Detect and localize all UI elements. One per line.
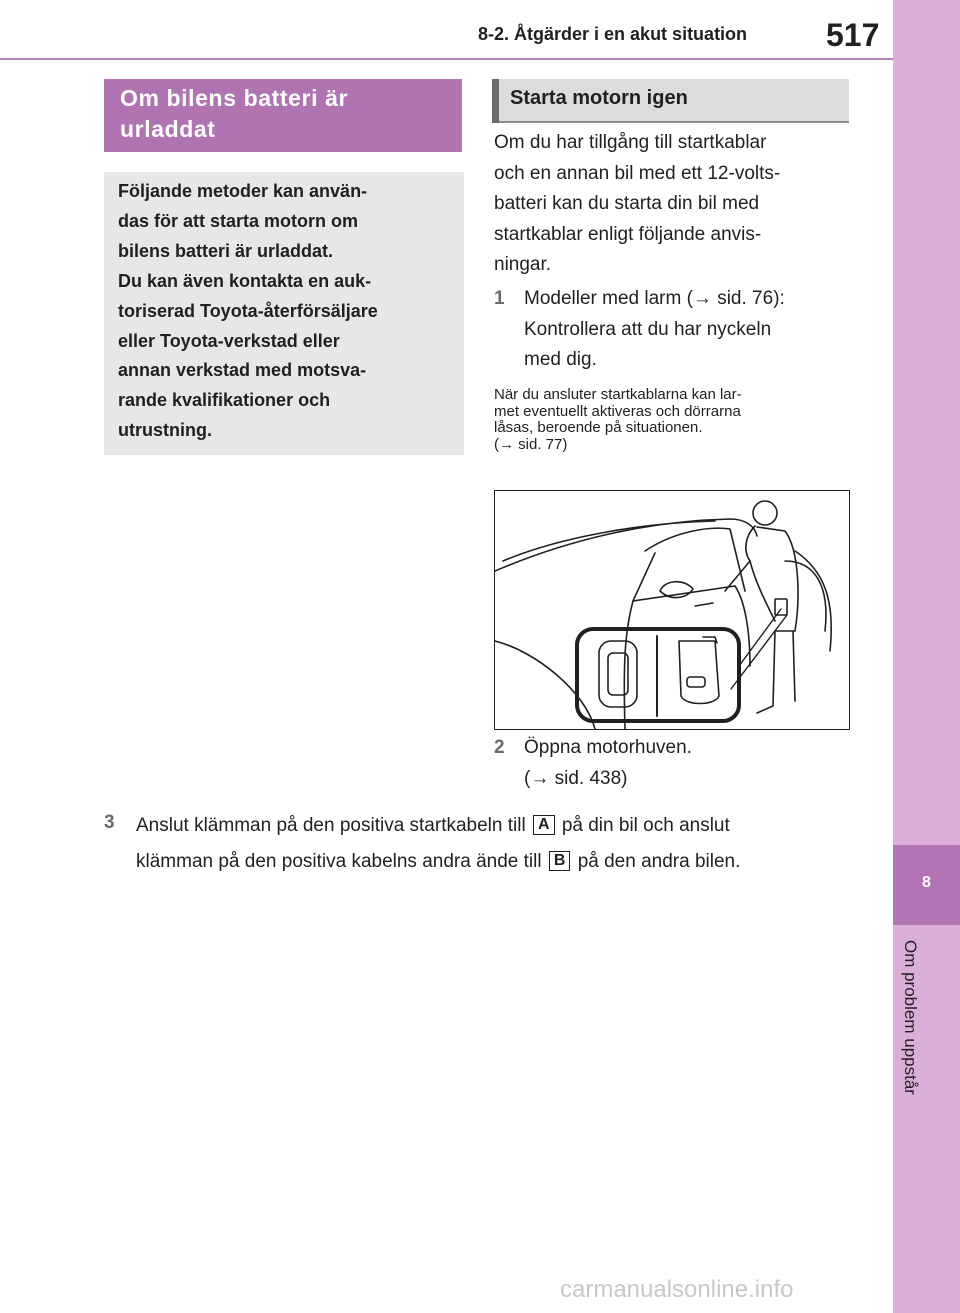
chapter-title: Om problem uppstår xyxy=(901,940,920,1095)
battery-a-label: A xyxy=(533,815,555,835)
section-title: 8-2. Åtgärder i en akut situation xyxy=(478,24,748,44)
key-illustration xyxy=(494,490,850,730)
restart-paragraph: Om du har tillgång till startkablar och en annan bil med ett 12-volts- batteri kan du starta din bil med startkablar enligt följande anvis- ningar. xyxy=(494,132,781,275)
intro-box xyxy=(104,172,464,455)
heading-battery-discharged xyxy=(104,79,462,152)
step-2-text: Öppna motorhuven. (→ sid. 438) xyxy=(524,737,692,789)
heading-battery-discharged-text: Om bilens batteri är urladdat xyxy=(120,85,349,142)
battery-b-label: B xyxy=(549,851,571,871)
header-divider xyxy=(0,58,893,60)
step-3-number: 3 xyxy=(104,812,115,833)
intro-text: Följande metoder kan använ- das för att starta motorn om bilens batteri är urladdat. Du kan även kontakta en auk- toriserad Toyota-återförsäljare eller Toyota-verkstad eller annan verkstad med motsva- rande kvalifikationer och utrustning. xyxy=(118,181,378,441)
car-door-key-drawing xyxy=(495,491,849,729)
step-1-text: Modeller med larm (→ sid. 76): Kontrollera att du har nyckeln med dig. xyxy=(524,288,785,370)
step-2-number: 2 xyxy=(494,737,505,758)
page-number: 517 xyxy=(826,17,880,53)
step-1 xyxy=(494,284,844,379)
step-2 xyxy=(494,733,844,795)
step-3-line1-before: Anslut klämman på den positiva startkabeln till xyxy=(136,815,526,836)
step-1-number: 1 xyxy=(494,288,505,309)
watermark: carmanualsonline.info xyxy=(560,1276,794,1303)
step-3-text xyxy=(136,808,864,880)
heading-restart-engine-text: Starta motorn igen xyxy=(510,87,688,109)
alarm-note: När du ansluter startkablarna kan lar- met eventuellt aktiveras och dörrarna låsas, beroende på situationen. (→ sid. 77) xyxy=(494,386,742,453)
step-3 xyxy=(104,808,864,878)
step-3-line2-before: klämman på den positiva kabelns andra ände till xyxy=(136,851,542,872)
heading-restart-engine xyxy=(492,79,849,123)
step-3-line2-after: på den andra bilen. xyxy=(577,851,741,872)
step-3-line1-after: på din bil och anslut xyxy=(561,815,730,836)
chapter-number: 8 xyxy=(922,874,931,891)
